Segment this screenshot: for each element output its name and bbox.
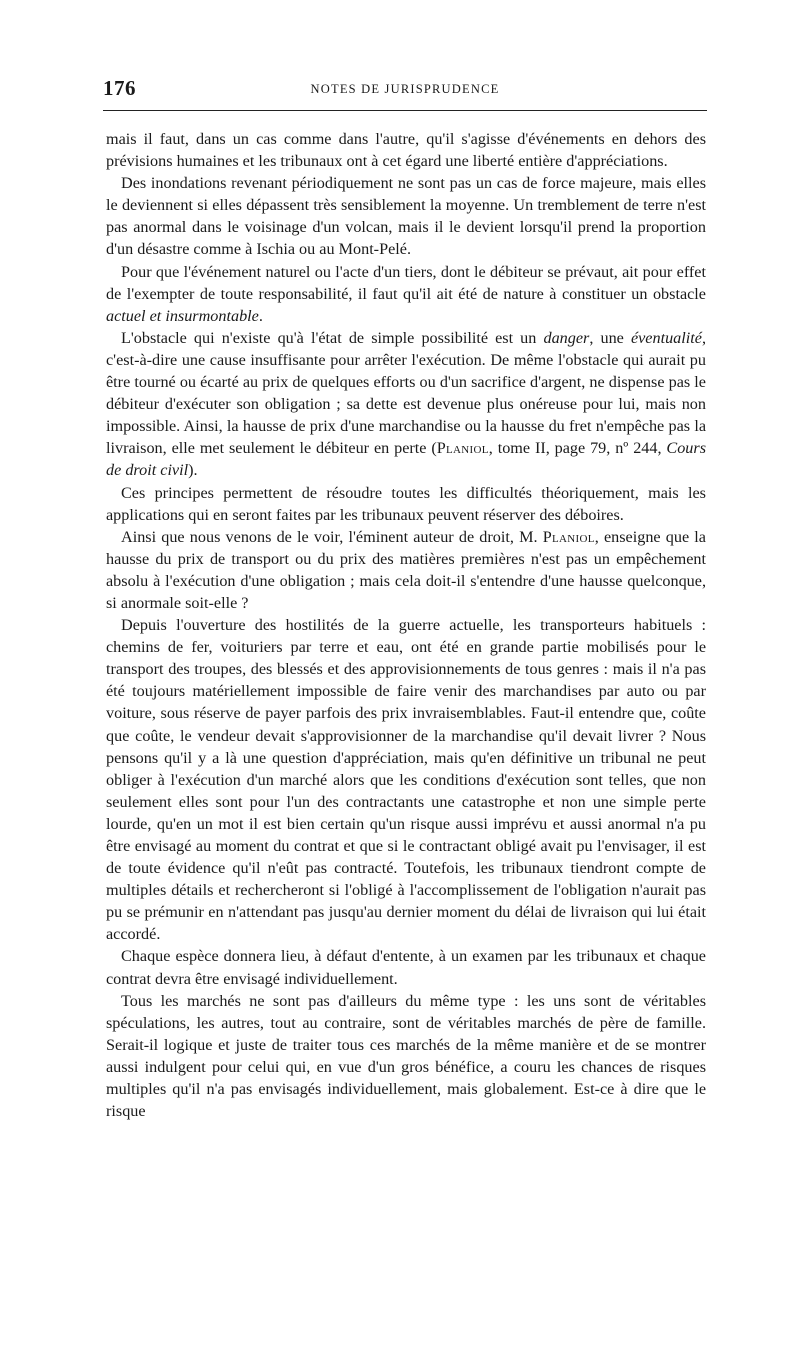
body-text	[106, 128, 706, 1122]
paragraph-6-text-b: , enseigne que la hausse du prix de transport ou du prix des matières premières n'est pas un empêchement absolu à l'exécution d'une obligation ; mais cela doit-il s'entendre d'une hausse quelconque, si anormale soit-elle ?	[106, 527, 706, 612]
running-title: NOTES DE JURISPRUDENCE	[310, 82, 500, 96]
paragraph-9-text: Tous les marchés ne sont pas d'ailleurs du même type : les uns sont de véritables spéculations, les autres, tout au contraire, sont de véritables marchés de père de famille. Serait-il logique et juste de traiter tous ces marchés de la même manière et de se montrer aussi indulgent pour celui qui, en vue d'un gros bénéfice, a couru les chances de risques multiples qu'il n'a pas envisagés individuellement, mais globalement. Est-ce à dire que le risque	[106, 991, 706, 1121]
page-header	[103, 76, 707, 106]
paragraph-4-text-c: , c'est-à-dire une cause insuffisante pour arrêter l'exécution. De même l'obstacle qui aurait pu être tourné ou écarté au prix de quelques efforts ou d'un sacrifice d'argent, ne dispense pas le débiteur d'exécuter son obligation ; sa dette est devenue plus onéreuse pour lui, mais non impossible. Ainsi, la hausse de prix d'une marchandise ou la hausse du fret n'empêche pas la livraison, elle met seulement le débiteur en perte (	[106, 328, 706, 458]
paragraph-4-italic-eventualite: éventualité	[630, 328, 702, 347]
paragraph-4-text-b: , une	[589, 328, 631, 347]
paragraph-7	[106, 614, 706, 945]
paragraph-3-text-a: Pour que l'événement naturel ou l'acte d'un tiers, dont le débiteur se prévaut, ait pour effet de l'exempter de toute responsabilité, il faut qu'il ait été de nature à constituer un obstacle	[106, 262, 706, 303]
paragraph-4-text-e: ).	[188, 461, 198, 480]
paragraph-4-text-d: , tome II, page 79, nº 244,	[488, 439, 667, 458]
paragraph-6-author-name: Planiol	[542, 527, 595, 546]
paragraph-5	[106, 482, 706, 526]
paragraph-4-author-name: Planiol	[436, 439, 489, 458]
paragraph-3	[106, 261, 706, 327]
paragraph-5-text: Ces principes permettent de résoudre toutes les difficultés théoriquement, mais les applications qui en seront faites par les tribunaux peuvent réserver des déboires.	[106, 483, 706, 524]
paragraph-1	[106, 128, 706, 172]
paragraph-7-text: Depuis l'ouverture des hostilités de la guerre actuelle, les transporteurs habituels : chemins de fer, voituriers par terre et eau, ont été en grande partie mobilisés pour le transport des troupes, des blessés et des approvisionnements de tous genres : mais il n'a pas été toujours matériellement impossible de faire venir des marchandises par auto ou par voiture, sous réserve de payer parfois des prix invraisemblables. Faut-il entendre que, coûte que coûte, le vendeur devait s'approvisionner de la marchandise qu'il devait livrer ? Nous pensons qu'il y a là une question d'appréciation, mais qu'en définitive un tribunal ne peut obliger à l'exécution d'un marché alors que les conditions d'exécution sont telles, que non seulement elles sont pour l'un des contractants une catastrophe et non une simple perte lourde, qu'en un mot il est bien certain qu'un risque aussi imprévu et aussi anormal n'a pu être envisagé au moment du contrat et que si le contractant obligé avait pu l'envisager, il est de toute évidence qu'il n'eût pas contracté. Toutefois, les tribunaux tiendront compte de multiples détails et rechercheront si l'obligé à l'accomplissement de l'obligation n'aurait pas pu se prémunir en n'attendant pas jusqu'au dernier moment du délai de livraison qui lui était accordé.	[106, 616, 706, 944]
paragraph-6-text-a: Ainsi que nous venons de le voir, l'éminent auteur de droit, M.	[121, 527, 543, 546]
paragraph-3-italic: actuel et insurmontable	[106, 306, 259, 325]
paragraph-4	[106, 327, 706, 482]
paragraph-2-text: Des inondations revenant périodiquement ne sont pas un cas de force majeure, mais elles le deviennent si elles dépassent très sensiblement la moyenne. Un tremblement de terre n'est pas anormal dans le voisinage d'un volcan, mais il le devient lorsqu'il prend la proportion d'un désastre comme à Ischia ou au Mont-Pelé.	[106, 174, 706, 259]
header-rule	[103, 110, 707, 111]
paragraph-1-text: mais il faut, dans un cas comme dans l'autre, qu'il s'agisse d'événements en dehors des prévisions humaines et les tribunaux ont à cet égard une liberté entière d'appréciations.	[106, 130, 706, 171]
paragraph-8-text: Chaque espèce donnera lieu, à défaut d'entente, à un examen par les tribunaux et chaque contrat devra être envisagé individuellement.	[106, 947, 706, 988]
paragraph-8	[106, 945, 706, 989]
paragraph-3-text-b: .	[258, 306, 263, 325]
paragraph-4-book-title: Cours de droit civil	[106, 439, 706, 480]
paragraph-6	[106, 526, 706, 614]
paragraph-2	[106, 172, 706, 260]
paragraph-9	[106, 990, 706, 1123]
paragraph-4-text-a: L'obstacle qui n'existe qu'à l'état de simple possibilité est un	[121, 328, 544, 347]
paragraph-4-italic-danger: danger	[543, 328, 590, 347]
page-number: 176	[103, 76, 136, 100]
